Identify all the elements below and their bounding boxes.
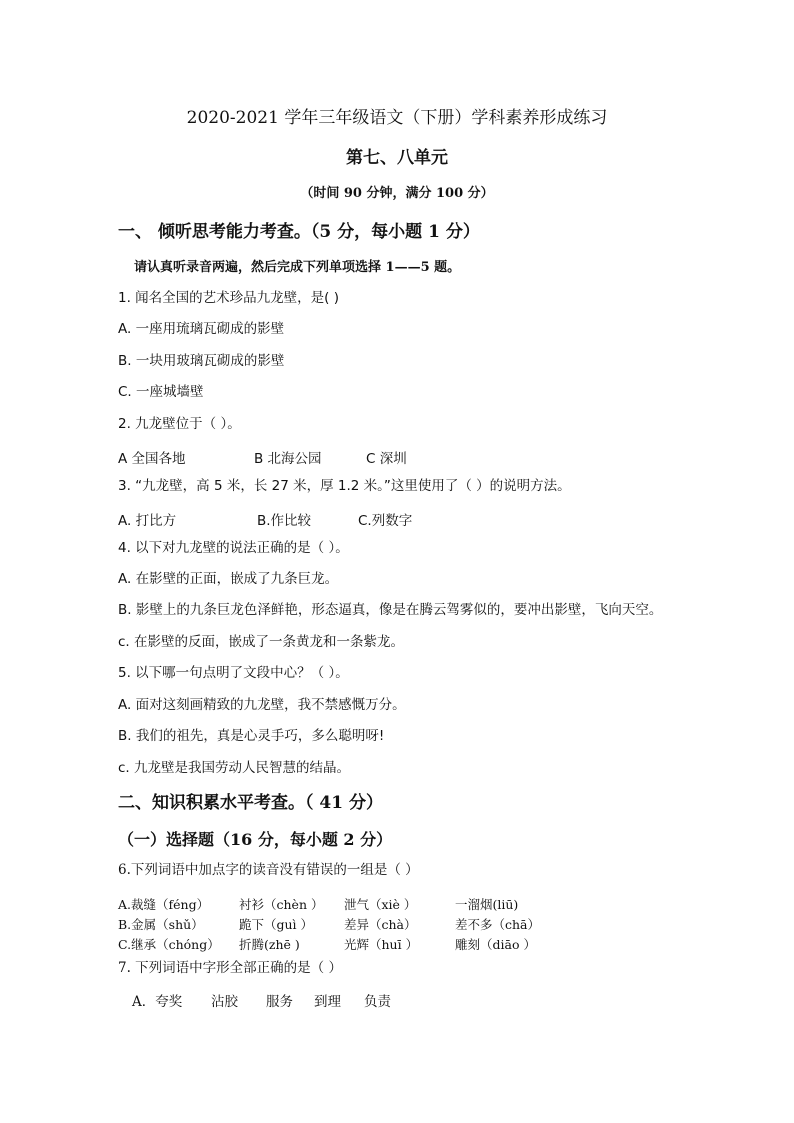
question-1-option-c: C. 一座城墙壁 [118, 384, 204, 400]
question-7-option-a-word-3: 服务 [266, 994, 293, 1010]
question-2-option-b: B 北海公园 [254, 451, 322, 467]
section1-instruction: 请认真听录音两遍，然后完成下列单项选择 1——5 题。 [134, 260, 461, 275]
question-6-row-c-item-3: 光辉（huī ） [344, 937, 419, 952]
question-7-option-a-word-1: A．夸奖 [132, 994, 183, 1010]
question-3: 3. “九龙壁，高 5 米，长 27 米，厚 1.2 米。”这里使用了（ ）的说明方法。 [118, 478, 571, 494]
question-6-row-b-item-4: 差不多（chā） [455, 917, 541, 932]
question-3-option-b: B.作比较 [257, 513, 312, 529]
question-4: 4. 以下对九龙壁的说法正确的是（ ）。 [118, 540, 349, 556]
question-2: 2. 九龙壁位于（ ）。 [118, 416, 241, 432]
question-6-row-c-item-2: 折腾(zhē ) [239, 937, 300, 952]
question-1: 1. 闻名全国的艺术珍品九龙壁，是( ) [118, 290, 339, 306]
exam-title: 2020-2021 学年三年级语文（下册）学科素养形成练习 [186, 108, 608, 128]
question-7: 7. 下列词语中字形全部正确的是（ ） [118, 960, 342, 976]
question-6-row-b-item-1: B.金属（shǔ） [118, 917, 204, 932]
question-6-row-b-item-3: 差异（chà） [344, 917, 417, 932]
question-6-row-b-item-2: 跪下（guì ） [239, 917, 314, 932]
time-note: （时间 90 分钟，满分 100 分） [300, 186, 494, 201]
question-4-option-b: B. 影壁上的九条巨龙色泽鲜艳，形态逼真，像是在腾云驾雾似的，要冲出影壁，飞向天空。 [118, 602, 663, 618]
section2-subheading: （一）选择题（16 分，每小题 2 分） [118, 830, 393, 849]
question-4-option-a: A. 在影壁的正面，嵌成了九条巨龙。 [118, 571, 339, 587]
question-5: 5. 以下哪一句点明了文段中心？（ ）。 [118, 665, 349, 681]
section2-heading: 二、知识积累水平考查。（ 41 分） [118, 793, 383, 813]
question-4-option-c: c. 在影壁的反面，嵌成了一条黄龙和一条紫龙。 [118, 634, 405, 650]
question-3-option-c: C.列数字 [358, 513, 413, 529]
question-6-row-a-item-2: 衬衫（chèn ） [239, 897, 324, 912]
question-6-row-a-item-1: A.裁缝（féng） [118, 897, 210, 912]
question-5-option-c: c. 九龙壁是我国劳动人民智慧的结晶。 [118, 760, 351, 776]
question-7-option-a-word-5: 负责 [364, 994, 391, 1010]
question-6-row-a-item-4: 一溜烟(liū) [455, 897, 519, 912]
question-6-row-c-item-4: 雕刻（diāo ） [455, 937, 536, 952]
question-6-row-a-item-3: 泄气（xiè ） [344, 897, 417, 912]
question-7-option-a-word-2: 沾胶 [211, 994, 238, 1010]
question-5-option-b: B. 我们的祖先，真是心灵手巧，多么聪明呀! [118, 728, 385, 744]
question-6-row-c-item-1: C.继承（chóng） [118, 937, 220, 952]
question-1-option-b: B. 一块用玻璃瓦砌成的影壁 [118, 353, 285, 369]
question-5-option-a: A. 面对这刻画精致的九龙壁，我不禁感慨万分。 [118, 697, 406, 713]
question-7-option-a-word-4: 到理 [314, 994, 341, 1010]
unit-title: 第七、八单元 [346, 148, 448, 168]
section1-heading: 一、 倾听思考能力考查。（5 分，每小题 1 分） [118, 222, 480, 242]
question-6: 6.下列词语中加点字的读音没有错误的一组是（ ） [118, 862, 419, 878]
question-2-option-c: C 深圳 [366, 451, 407, 467]
question-3-option-a: A. 打比方 [118, 513, 177, 529]
question-2-option-a: A 全国各地 [118, 451, 186, 467]
question-1-option-a: A. 一座用琉璃瓦砌成的影壁 [118, 321, 285, 337]
